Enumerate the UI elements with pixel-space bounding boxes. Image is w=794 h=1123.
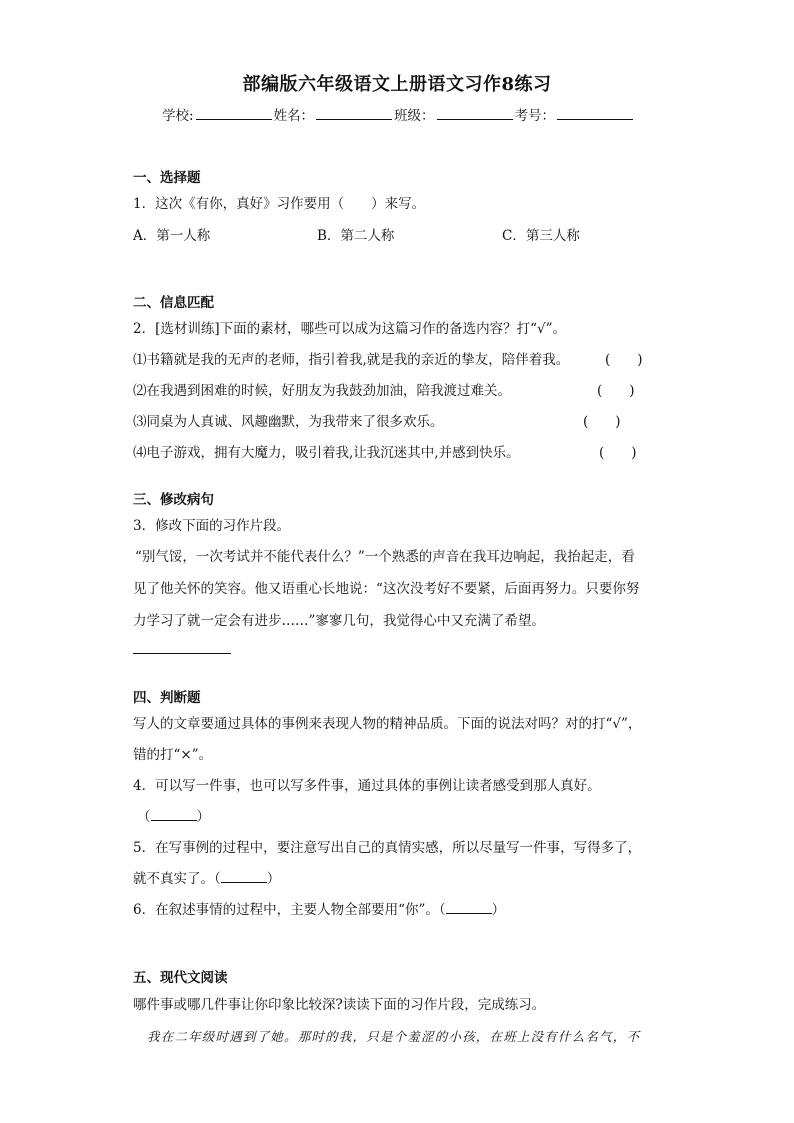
- option-b[interactable]: B．第二人称: [317, 228, 395, 244]
- answer-underline[interactable]: [446, 901, 492, 914]
- paren-open: （: [438, 902, 446, 918]
- passage-line: “别气馁，一次考试并不能代表什么？”一个熟悉的声音在我耳边响起，我抬起走，看: [135, 549, 635, 565]
- school-label: 学校:: [162, 108, 194, 124]
- passage-line: 力学习了就一定会有进步……”寥寥几句，我觉得心中又充满了希望。: [133, 613, 545, 629]
- class-field[interactable]: [437, 105, 513, 120]
- answer-line[interactable]: [133, 653, 231, 654]
- exam-label: 考号：: [514, 108, 556, 124]
- question-5-cont: [133, 867, 280, 887]
- answer-underline[interactable]: [151, 808, 197, 821]
- answer-paren-3[interactable]: ( ): [583, 414, 621, 430]
- answer-paren-1[interactable]: ( ): [605, 352, 643, 368]
- option-a[interactable]: A．第一人称: [133, 228, 211, 244]
- option-c[interactable]: C．第三人称: [502, 228, 580, 244]
- reading-intro: 哪件事或哪几件事让你印象比较深?读读下面的习作片段，完成练习。: [133, 997, 546, 1013]
- answer-underline[interactable]: [221, 870, 267, 883]
- paren-close: ）: [491, 902, 506, 918]
- question-1: 1．这次《有你，真好》习作要用（ ）来写。: [133, 196, 426, 212]
- answer-blank-4[interactable]: [137, 805, 210, 825]
- match-item-1: ⑴书籍就是我的无声的老师，指引着我,就是我的亲近的挚友，陪伴着我。: [133, 352, 570, 368]
- section-heading: 四、判断题: [133, 690, 201, 706]
- answer-paren-4[interactable]: ( ): [599, 445, 637, 461]
- section-heading: 五、现代文阅读: [133, 970, 228, 986]
- section-heading: 二、信息匹配: [133, 295, 214, 311]
- match-item-4: ⑷电子游戏，拥有大魔力，吸引着我,让我沉迷其中,并感到快乐。: [133, 445, 520, 461]
- answer-paren-2[interactable]: ( ): [597, 383, 635, 399]
- paren-open: （: [137, 809, 151, 825]
- name-field[interactable]: [316, 105, 392, 120]
- question-4: 4．可以写一件事，也可以写多件事，通过具体的事例让读者感受到那人真好。: [133, 778, 601, 794]
- match-item-2: ⑵在我遇到困难的时候，好朋友为我鼓劲加油，陪我渡过难关。: [133, 383, 511, 399]
- question-2: 2．[选材训练]下面的素材，哪些可以成为这篇习作的备选内容？打“√”。: [133, 321, 567, 337]
- question-6: 6．在叙述事情的过程中，主要人物全部要用“你”。: [133, 902, 439, 918]
- passage-line: 见了他关怀的笑容。他又语重心长地说：“这次没考好不要紧，后面再努力。只要你努: [133, 581, 640, 597]
- class-label: 班级：: [394, 108, 435, 124]
- section-heading: 一、选择题: [133, 170, 201, 186]
- student-info-row: [162, 104, 635, 124]
- question-6-row: [133, 898, 505, 918]
- question-5-text: 就不真实了。: [133, 871, 214, 887]
- judgment-intro: 写人的文章要通过具体的事例来表现人物的精神品质。下面的说法对吗？对的打“√”，: [133, 716, 642, 732]
- school-field[interactable]: [196, 105, 272, 120]
- exam-number-field[interactable]: [557, 105, 633, 120]
- question-5: 5．在写事例的过程中，要注意写出自己的真情实感，所以尽量写一件事，写得多了，: [133, 840, 642, 856]
- paren-open: （: [214, 871, 221, 887]
- reading-passage: 我在二年级时遇到了她。那时的我，只是个羞涩的小孩，在班上没有什么名气，不: [147, 1029, 641, 1044]
- match-item-3: ⑶同桌为人真诚、风趣幽默，为我带来了很多欢乐。: [133, 414, 444, 430]
- name-label: 姓名：: [273, 108, 315, 124]
- paren-close: ）: [196, 809, 210, 825]
- paren-close: ）: [266, 871, 281, 887]
- judgment-intro: 错的打“×”。: [133, 747, 213, 763]
- question-3: 3．修改下面的习作片段。: [133, 518, 291, 534]
- page-title: 部编版六年级语文上册语文习作8练习: [242, 74, 552, 95]
- section-heading: 三、修改病句: [133, 492, 214, 508]
